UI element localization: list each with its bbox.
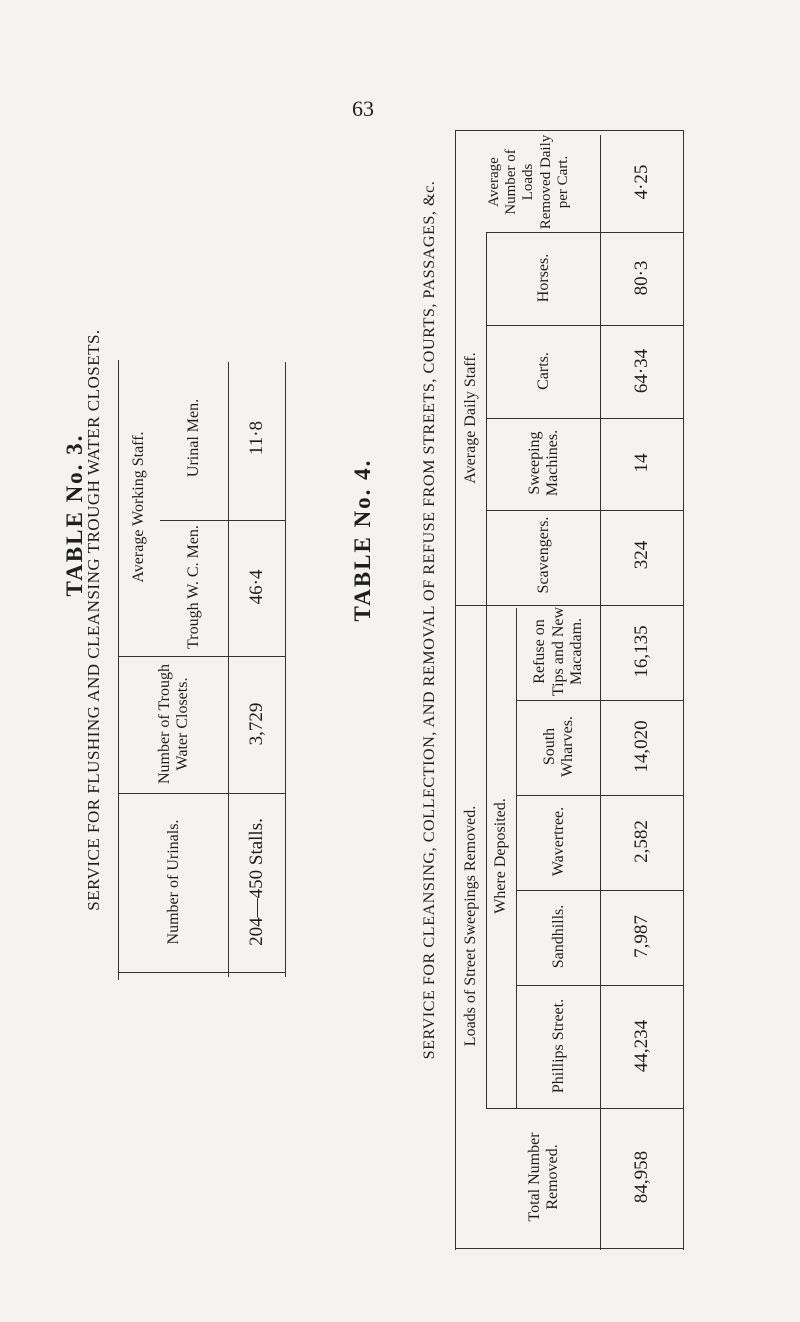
header-total-number-removed: Total Number Removed. [525, 1132, 561, 1222]
value-sweeping-machines: 14 [631, 453, 652, 473]
value-number-of-trough-water-closets: 3,729 [246, 702, 267, 746]
page-number: 63 [352, 96, 374, 121]
header-number-of-trough-water-closets: Number of Trough Water Closets. [155, 664, 191, 785]
header-urinal-men: Urinal Men. [184, 398, 202, 478]
header-south-wharves: South Wharves. [540, 716, 576, 777]
value-refuse-on-tips: 16,135 [631, 625, 652, 678]
value-horses: 80·3 [631, 260, 652, 296]
value-carts: 64·34 [631, 348, 652, 394]
header-average-working-staff: Average Working Staff. [129, 431, 147, 583]
value-number-of-urinals: 204—450 Stalls. [246, 818, 267, 946]
value-phillips-street: 44,234 [631, 1019, 652, 1073]
table4-title: TABLE No. 4. [350, 458, 375, 622]
table3-subtitle: SERVICE FOR FLUSHING AND CLEANSING TROUGH WATER CLOSETS. [84, 329, 103, 911]
header-sweeping-machines: Sweeping Machines. [525, 429, 561, 497]
value-urinal-men: 11·8 [246, 420, 267, 456]
header-average-loads-per-cart: Average Number of Loads Removed Daily per Cart. [485, 134, 571, 230]
value-trough-wc-men: 46·4 [246, 569, 267, 605]
header-loads-of-street-sweepings: Loads of Street Sweepings Removed. [461, 805, 479, 1047]
header-horses: Horses. [534, 253, 552, 303]
value-scavengers: 324 [631, 540, 652, 570]
header-average-daily-staff: Average Daily Staff. [461, 352, 479, 484]
value-average-loads-per-cart: 4·25 [631, 164, 652, 200]
header-phillips-street: Phillips Street. [549, 998, 567, 1094]
header-where-deposited: Where Deposited. [491, 798, 509, 914]
value-south-wharves: 14,020 [631, 720, 652, 773]
header-wavertree: Wavertree. [549, 806, 567, 877]
header-sandhills: Sandhills. [549, 904, 567, 969]
table4-subtitle: SERVICE FOR CLEANSING, COLLECTION, AND REMOVAL OF REFUSE FROM STREETS, COURTS, PASSAGES, &c. [420, 180, 438, 1060]
header-carts: Carts. [534, 352, 552, 390]
value-wavertree: 2,582 [631, 820, 652, 863]
value-total-number-removed: 84,958 [631, 1150, 652, 1204]
table3-title: TABLE No. 3. [62, 433, 87, 597]
header-trough-wc-men: Trough W. C. Men. [184, 525, 202, 649]
header-scavengers: Scavengers. [534, 516, 552, 594]
value-sandhills: 7,987 [631, 915, 652, 958]
header-number-of-urinals: Number of Urinals. [164, 819, 182, 945]
header-refuse-on-tips: Refuse on Tips and New Macadam. [531, 606, 586, 697]
